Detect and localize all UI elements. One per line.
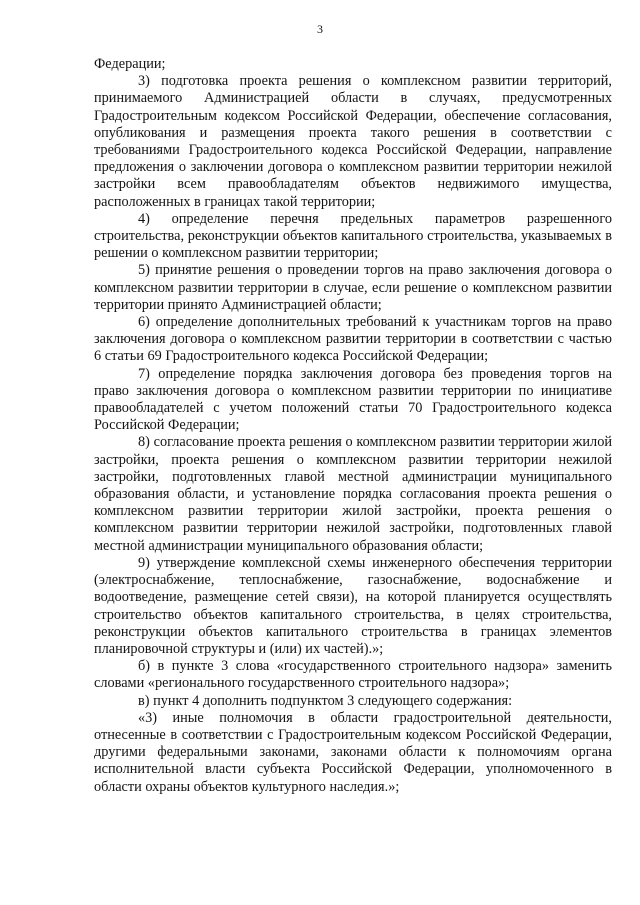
paragraph-item-4: 4) определение перечня предельных параметров разрешенного строительства, реконструкции объектов капитального строительства, указываемых в решении о комплексном развитии территории; [94, 210, 612, 262]
paragraph-item-9: 9) утверждение комплексной схемы инженерного обеспечения территории (электроснабжение, теплоснабжение, газоснабжение, водоснабжение и водоотведение, размещение сетей связи), на которой планируется осуществлять строительство объектов капитального строительства, в целях строительства, реконструкции объектов капитального строительства в границах элементов планировочной структуры и (или) их частей).»; [94, 554, 612, 657]
paragraph-sub-b: б) в пункте 3 слова «государственного строительного надзора» заменить словами «регионального государственного строительного надзора»; [94, 658, 612, 692]
paragraph-continuation: Федерации; [94, 56, 166, 72]
paragraph-item-8: 8) согласование проекта решения о комплексном развитии территории жилой застройки, проекта решения о комплексном развитии территории нежилой застройки, подготовленных главой местной администрации муниципального образования области, и установление порядка согласования проекта решения о комплексном развитии территории жилой застройки, проекта решения о комплексном развитии территории нежилой застройки, подготовленных главой местной администрации муниципального образования области; [94, 434, 612, 554]
paragraph-item-5: 5) принятие решения о проведении торгов на право заключения договора о комплексном развитии территории в случае, если решение о комплексном развитии территории принято Администрацией области; [94, 262, 612, 313]
paragraph-item-3: 3) подготовка проекта решения о комплексном развитии территорий, принимаемого Администрацией области в случаях, предусмотренных Градостроительным кодексом Российской Федерации, обеспечение согласования, опубликования и размещения проекта такого решения в соответствии с требованиями Градостроительного кодекса Российской Федерации, направление предложения о заключении договора о комплексном развитии территории нежилой застройки всем правообладателям объектов недвижимого имущества, расположенных в границах такой территории; [94, 73, 612, 210]
paragraph-new-item-3: «3) иные полномочия в области градостроительной деятельности, отнесенные в соответствии с Градостроительным кодексом Российской Федерации, другими федеральными законами, законами области к полномочиям органа исполнительной власти субъекта Российской Федерации, уполномоченного в области охраны объектов культурного наследия.»; [94, 709, 612, 795]
document-body [94, 56, 612, 796]
paragraph-item-7: 7) определение порядка заключения договора без проведения торгов на право заключения договора о комплексном развитии территории по инициативе правообладателей с учетом положений статьи 70 Градостроительного кодекса Российской Федерации; [94, 365, 612, 434]
paragraph-sub-v: в) пункт 4 дополнить подпунктом 3 следующего содержания: [138, 692, 513, 709]
page-number: 3 [317, 22, 323, 36]
paragraph-item-6: 6) определение дополнительных требований к участникам торгов на право заключения договора о комплексном развитии территории в соответствии с частью 6 статьи 69 Градостроительного кодекса Российской Федерации; [94, 314, 612, 365]
